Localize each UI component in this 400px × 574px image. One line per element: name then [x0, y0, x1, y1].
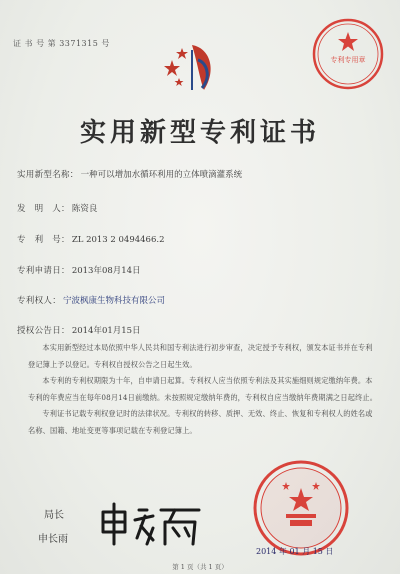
certificate-number-value: 3371315: [59, 39, 99, 48]
filing-date-row: [17, 264, 141, 276]
patentee-label: 专利权人：: [17, 296, 62, 306]
patent-office-emblem-icon: [162, 40, 232, 95]
national-ipo-seal-icon: [242, 458, 360, 558]
patentee-row: [17, 294, 165, 306]
svg-text:专利专用章: 专利专用章: [330, 56, 366, 64]
director-name: 申长雨: [38, 534, 68, 545]
patent-number-value: ZL 2013 2 0494466.2: [71, 235, 165, 245]
patent-number-row: [17, 233, 164, 245]
certificate-title: 实用新型专利证书: [79, 118, 320, 148]
filing-date-value: 2013年08月14日: [71, 266, 141, 276]
patent-office-seal-icon: [310, 16, 386, 92]
inventor-label: 发 明 人：: [17, 204, 70, 214]
grant-date-label: 授权公告日：: [17, 326, 70, 336]
certificate-number-label: 证 书 号 第: [13, 39, 57, 48]
body-paragraph-2: 本专利的专利权期限为十年，自申请日起算。专利权人应当依照专利法及其实施细则规定缴纳年费。本专利的年费应当在每年08月14日前缴纳。未按照规定缴纳年费的，专利权自应当缴纳年费期满之日起终止。: [28, 376, 378, 402]
patentee-value: 宁波枫康生物科技有限公司: [63, 296, 166, 306]
grant-date-value: 2014年01月15日: [71, 326, 141, 336]
body-paragraph-1: 本实用新型经过本局依照中华人民共和国专利法进行初步审查，决定授予专利权，颁发本证书并在专利登记簿上予以登记。专利权自授权公告之日起生效。: [28, 343, 373, 369]
grant-date-row: [17, 324, 141, 336]
body-paragraph-3: 专利证书记载专利权登记时的法律状况。专利权的转移、质押、无效、终止、恢复和专利权人的姓名或名称、国籍、地址变更等事项记载在专利登记簿上。: [28, 409, 373, 435]
filing-date-label: 专利申请日：: [17, 266, 70, 276]
certificate-number-suffix: 号: [101, 39, 110, 48]
utility-model-name-label: 实用新型名称：: [17, 170, 79, 180]
utility-model-name-row: [17, 168, 242, 180]
director-title: 局长: [44, 510, 64, 521]
inventor-row: [17, 202, 97, 214]
certificate-body: [28, 340, 378, 439]
director-signature-icon: [95, 500, 205, 548]
seal-date: 2014 年 01 月 15 日: [256, 547, 334, 556]
utility-model-name-value: 一种可以增加水循环利用的立体喷滴灌系统: [80, 170, 243, 180]
patent-number-label: 专 利 号：: [17, 235, 70, 245]
inventor-value: 陈资良: [71, 204, 98, 214]
certificate-number: [13, 38, 110, 49]
page-footer: 第 1 页（共 1 页）: [172, 563, 228, 571]
